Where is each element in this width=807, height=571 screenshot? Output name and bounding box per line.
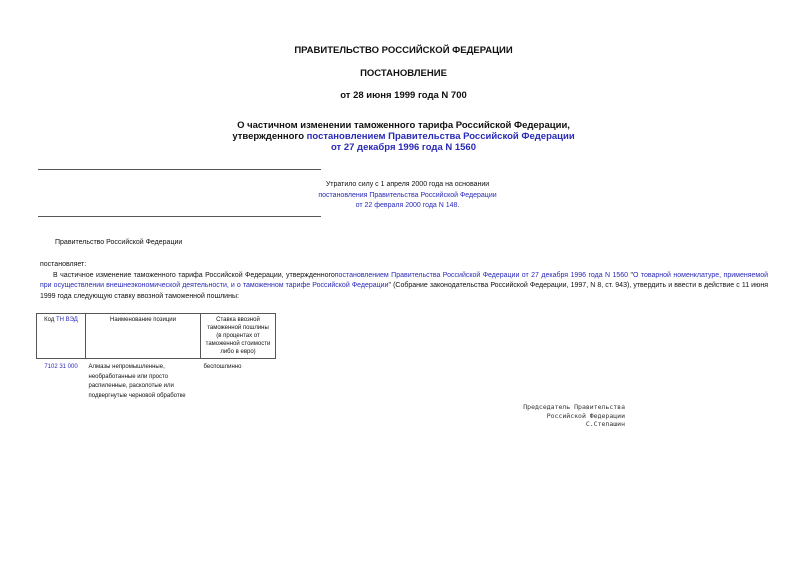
table-header-rate-line: таможенной пошлины <box>207 325 269 331</box>
table-cell-rate: беспошлинно <box>203 364 242 370</box>
table-header-rate-line: (в процентах от <box>216 333 260 339</box>
table-row <box>37 359 276 402</box>
table-header-code-prefix: Код <box>44 317 57 323</box>
table-header-rate-line: Ставка ввозной <box>216 317 260 323</box>
document-title <box>0 120 807 153</box>
status-note-link-date[interactable]: от 22 февраля 2000 года N 148 <box>355 202 458 209</box>
signature-name: С.Степашин <box>585 420 625 428</box>
document-type: ПОСТАНОВЛЕНИЕ <box>360 68 447 79</box>
document-date-number: от 28 июня 1999 года N 700 <box>340 90 467 101</box>
signature-country: Российской Федерации <box>546 411 625 420</box>
title-decree-link[interactable]: постановлением Правительства Российской Федерации <box>306 131 575 142</box>
paragraph-quote-open: " <box>628 272 633 279</box>
table-cell-name-line: подвергнутые черновой обработке <box>88 392 186 399</box>
tnved-link[interactable]: ТН ВЭД <box>56 317 78 323</box>
table-cell-name <box>86 359 201 402</box>
table-header-name: Наименование позиции <box>86 314 201 359</box>
status-note-text: Утратило силу с 1 апреля 2000 года на основании <box>325 181 490 188</box>
status-note-suffix: . <box>457 202 460 209</box>
signature-title: Председатель Правительства <box>523 403 625 411</box>
signature-block <box>490 403 625 429</box>
paragraph-nomenclature-link[interactable]: О товарной номенклатуре, применяемой при осуществлении внешнеэкономической деятельности, и о таможенном тарифе Российской Федерации <box>40 272 768 290</box>
table-header-row <box>37 314 276 359</box>
header-government: ПРАВИТЕЛЬСТВО РОССИЙСКОЙ ФЕДЕРАЦИИ <box>294 45 513 56</box>
status-note <box>295 180 520 212</box>
table-header-rate-line: либо в евро) <box>220 349 256 355</box>
tariff-table <box>36 313 276 401</box>
main-paragraph <box>40 271 768 302</box>
status-note-link[interactable]: постановления Правительства Российской Федерации <box>318 191 497 199</box>
paragraph-text-end: " (Собрание законодательства Российской Федерации, 1997, N 8, ст. 943), утвердить и ввести в действие с 11 июня 1999 года следующую ставку ввозной таможенной пошлины: <box>40 282 768 300</box>
decides-line: постановляет: <box>40 261 87 268</box>
divider-bottom <box>38 216 321 217</box>
table-cell-code[interactable]: 7102 31 000 <box>44 364 78 370</box>
table-cell-name-line: распиленные, расколотые или <box>88 383 174 389</box>
table-cell-name-line: необработанные или просто <box>88 373 169 380</box>
paragraph-text-start: В частичное изменение таможенного тарифа Российской Федерации, утвержденного <box>53 272 335 279</box>
government-line: Правительство Российской Федерации <box>55 239 183 246</box>
title-prefix: утвержденного <box>232 131 307 142</box>
table-header-rate <box>201 314 276 359</box>
paragraph-decree-link[interactable]: постановлением Правительства Российской Федерации от 27 декабря 1996 года N 1560 <box>334 272 629 279</box>
title-decree-date-link[interactable]: от 27 декабря 1996 года N 1560 <box>330 142 476 153</box>
title-line-1: О частичном изменении таможенного тарифа Российской Федерации, <box>237 120 570 131</box>
table-header-code <box>37 314 86 359</box>
table-cell-name-line: Алмазы непромышленные, <box>88 364 165 370</box>
table-header-rate-line: таможенной стоимости <box>205 341 271 347</box>
title-line-2 <box>0 131 807 142</box>
divider-top <box>38 169 321 170</box>
